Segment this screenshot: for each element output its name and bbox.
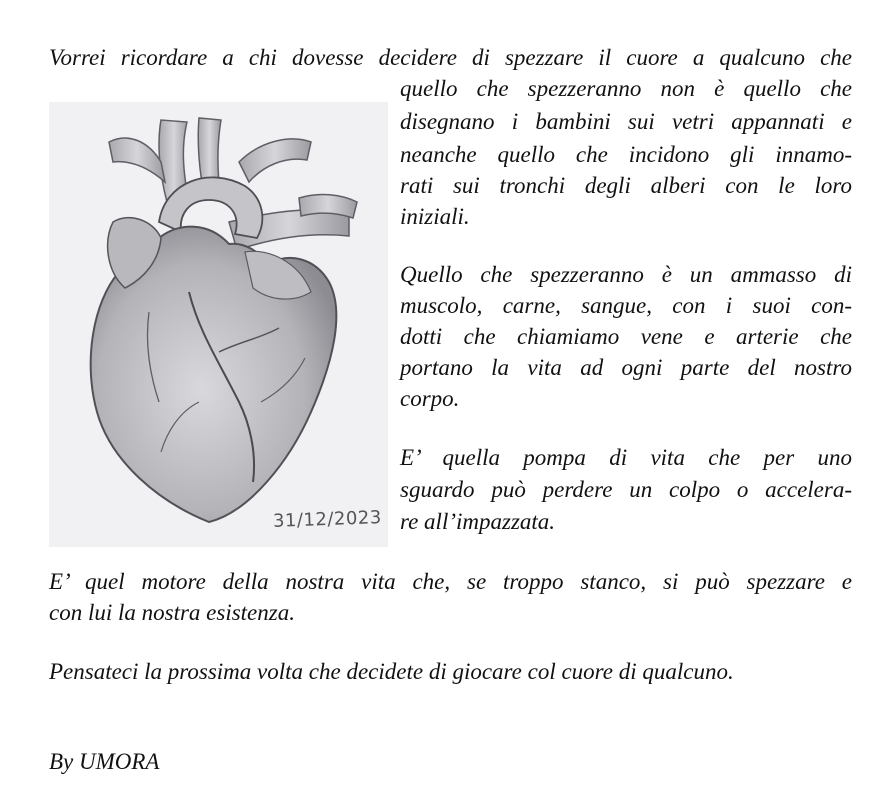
poem-line: iniziali. xyxy=(400,204,470,229)
poem-line: E’ quel motore della nostra vita che, se troppo stanco, si può spezzare e xyxy=(49,569,852,594)
poem-line: muscolo, carne, sangue, con i suoi con- xyxy=(400,293,852,318)
poem-line: Quello che spezzeranno è un ammasso di xyxy=(400,262,852,287)
poem-line: disegnano i bambini sui vetri appannati e xyxy=(400,109,852,134)
poem-line: rati sui tronchi degli alberi con le loro xyxy=(400,173,852,198)
poem-line: re all’impazzata. xyxy=(400,509,556,534)
poem-line: quello che spezzeranno non è quello che xyxy=(400,76,852,101)
heart-drawing xyxy=(49,102,388,547)
poem-line: Pensateci la prossima volta che decidete di giocare col cuore di qualcuno. xyxy=(49,659,734,684)
poem-line: E’ quella pompa di vita che per uno xyxy=(400,445,852,470)
poem-line: portano la vita ad ogni parte del nostro xyxy=(400,355,852,380)
drawing-date: 31/12/2023 xyxy=(272,507,383,532)
poem-line: Vorrei ricordare a chi dovesse decidere di spezzare il cuore a qualcuno che xyxy=(49,45,852,70)
poem-line: con lui la nostra esistenza. xyxy=(49,600,295,625)
poem-line: corpo. xyxy=(400,386,460,411)
poem-line: neanche quello che incidono gli innamo- xyxy=(400,142,852,167)
poem-line: sguardo può perdere un colpo o accelera- xyxy=(400,477,852,502)
poem-line: dotti che chiamiamo vene e arterie che xyxy=(400,324,852,349)
heart-sketch-icon xyxy=(49,102,388,547)
signature: By UMORA xyxy=(49,749,160,774)
